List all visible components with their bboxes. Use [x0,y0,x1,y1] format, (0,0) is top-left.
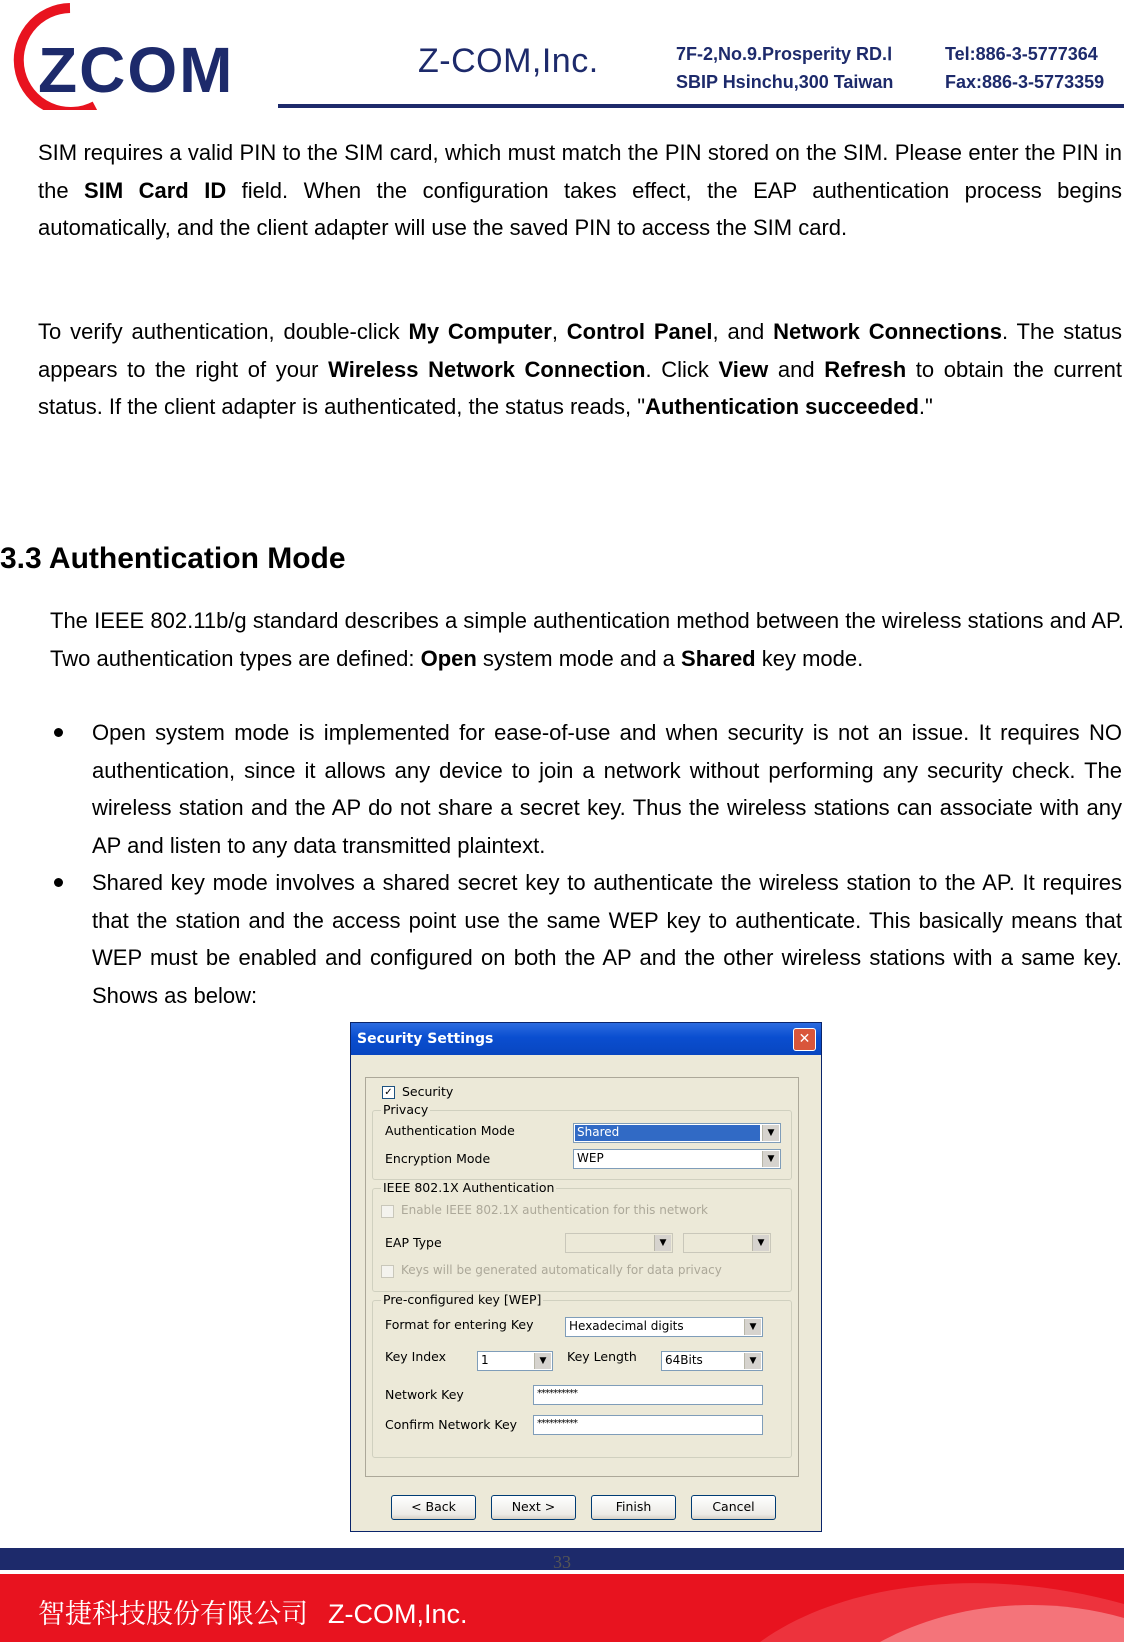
settings-panel [365,1077,799,1477]
text-run: . The status appears to the right of your [38,319,1122,382]
zcom-logo [0,0,280,110]
key-index-value: 1 [481,1353,489,1367]
section-heading: 3.3 Authentication Mode [0,542,346,575]
key-length-select[interactable] [661,1351,763,1371]
wep-group-label: Pre-configured key [WEP] [383,1292,542,1307]
text-run: key mode. [755,645,864,671]
chevron-down-icon[interactable]: ▼ [744,1353,761,1369]
company-name: Z-COM,Inc. [418,42,599,80]
company-address [676,40,893,96]
footer-red-bar [0,1574,1124,1642]
enc-mode-value: WEP [577,1151,604,1165]
bold-term: SIM Card ID [84,177,227,203]
key-index-label: Key Index [385,1349,447,1364]
keys-auto-label: Keys will be generated automatically for data privacy [401,1263,722,1277]
text-run: To verify authentication, double-click [38,319,409,344]
text-run: , and [712,319,774,344]
bold-term: Authentication succeeded [645,394,919,419]
bold-term: Shared [681,645,756,671]
key-format-label: Format for entering Key [385,1317,534,1332]
finish-button[interactable]: Finish [591,1495,676,1520]
key-format-select[interactable] [565,1317,763,1337]
telephone: Tel:886-3-5777364 [945,44,1098,64]
bold-term: Network Connections [773,319,1002,344]
key-length-label: Key Length [567,1349,637,1364]
ieee-group-label: IEEE 802.1X Authentication [383,1180,555,1195]
key-index-select[interactable] [477,1351,553,1371]
text-run: and [768,356,825,382]
key-length-value: 64Bits [665,1353,703,1367]
enc-mode-label: Encryption Mode [385,1151,491,1166]
bullet-dot [54,728,63,737]
network-key-label: Network Key [385,1387,464,1402]
next-button[interactable]: Next > [491,1495,576,1520]
bullet-shared-key [92,864,1122,1014]
confirm-key-input[interactable] [533,1415,763,1435]
text-run: field. When the configuration takes effect, the EAP authentication process begins automatically, and the client adapter will use the saved PIN to access the SIM card. [38,177,1122,240]
key-format-value: Hexadecimal digits [569,1319,684,1333]
chevron-down-icon[interactable]: ▼ [744,1319,761,1335]
text-run: SIM requires a valid PIN to the SIM card, which must match the PIN stored on the SIM. Please enter the PIN in the [38,140,1122,203]
bold-term: Refresh [824,356,907,382]
text-run: to obtain the current status. If the client adapter is authenticated, the status reads, " [38,356,1123,419]
page-number: 33 [553,1552,571,1572]
text-run: The IEEE 802.11b/g standard describes a simple authentication method between the wireless stations and AP. Two authentication types are defined: [50,608,1124,671]
bullet-dot [54,878,63,887]
paragraph-auth-intro [50,602,1124,677]
address-line-2: SBIP Hsinchu,300 Taiwan [676,72,894,92]
enc-mode-select[interactable] [573,1149,781,1169]
paragraph-sim-pin [38,134,1122,247]
text-run: system mode and a [476,645,682,671]
chevron-down-icon[interactable]: ▼ [752,1235,769,1251]
header-rule [278,104,1124,108]
security-settings-dialog [350,1022,822,1532]
cancel-button[interactable]: Cancel [691,1495,776,1520]
keys-auto-checkbox[interactable] [381,1265,394,1278]
address-line-1: 7F-2,No.9.Prosperity RD.Ⅰ [676,44,893,64]
dialog-title: Security Settings [357,1031,494,1047]
page-header [0,0,1124,112]
confirm-key-label: Confirm Network Key [385,1417,518,1432]
text-run: ." [918,394,933,419]
footer-company [38,1592,468,1631]
text-run: , [551,319,567,344]
confirm-key-value: ********** [537,1418,577,1429]
chevron-down-icon[interactable]: ▼ [762,1125,779,1141]
privacy-group-label: Privacy [383,1102,429,1117]
eap-type-label: EAP Type [385,1235,442,1250]
back-button[interactable]: < Back [391,1495,476,1520]
paragraph-verify-auth [38,313,1122,426]
wep-key-group [372,1292,792,1458]
logo-text: ZCOM [38,34,235,106]
privacy-group [372,1102,792,1180]
bold-term: View [718,356,769,382]
enable-8021x-label: Enable IEEE 802.1X authentication for this network [401,1203,708,1217]
footer-english-name: Z-COM,Inc. [328,1599,468,1629]
bullet-open-system [92,714,1122,864]
bold-term: Wireless Network Connection [328,356,646,382]
auth-mode-value: Shared [575,1125,760,1141]
eap-type-select[interactable] [565,1233,673,1253]
text-run: . Click [645,356,719,382]
chevron-down-icon[interactable]: ▼ [762,1151,779,1167]
dialog-titlebar [351,1023,821,1055]
ieee-8021x-group [372,1180,792,1292]
bullet-text: Open system mode is implemented for ease-of-use and when security is not an issue. It requires NO authentication, since it allows any device to join a network without performing any security check. The wireless station and the AP do not share a secret key. Thus the wireless stations can associate with any AP and listen to any data transmitted plaintext. [92,720,1122,858]
bold-term: Control Panel [566,319,713,344]
fax: Fax:886-3-5773359 [945,72,1105,92]
enable-8021x-checkbox[interactable] [381,1205,394,1218]
chevron-down-icon[interactable]: ▼ [654,1235,671,1251]
bullet-text: Shared key mode involves a shared secret key to authenticate the wireless station to the AP. It requires that the station and the access point use the same WEP key to authenticate. This basically means that WEP must be enabled and configured on both the AP and the other wireless stations with a same key. Shows as below: [92,870,1122,1008]
security-label: Security [402,1084,454,1099]
chevron-down-icon[interactable]: ▼ [534,1353,551,1369]
bold-term: My Computer [408,319,552,344]
security-checkbox[interactable]: ✓ [382,1086,395,1099]
auth-mode-select[interactable] [573,1123,781,1143]
footer-chinese-name: 智捷科技股份有限公司 [38,1599,308,1629]
footer-swoosh [720,1574,1124,1642]
network-key-value: ********** [537,1388,577,1399]
company-contact [945,40,1104,96]
close-icon[interactable]: ✕ [793,1028,816,1051]
bold-term: Open [420,645,477,671]
auth-mode-label: Authentication Mode [385,1123,515,1138]
eap-subtype-select[interactable] [683,1233,771,1253]
network-key-input[interactable] [533,1385,763,1405]
